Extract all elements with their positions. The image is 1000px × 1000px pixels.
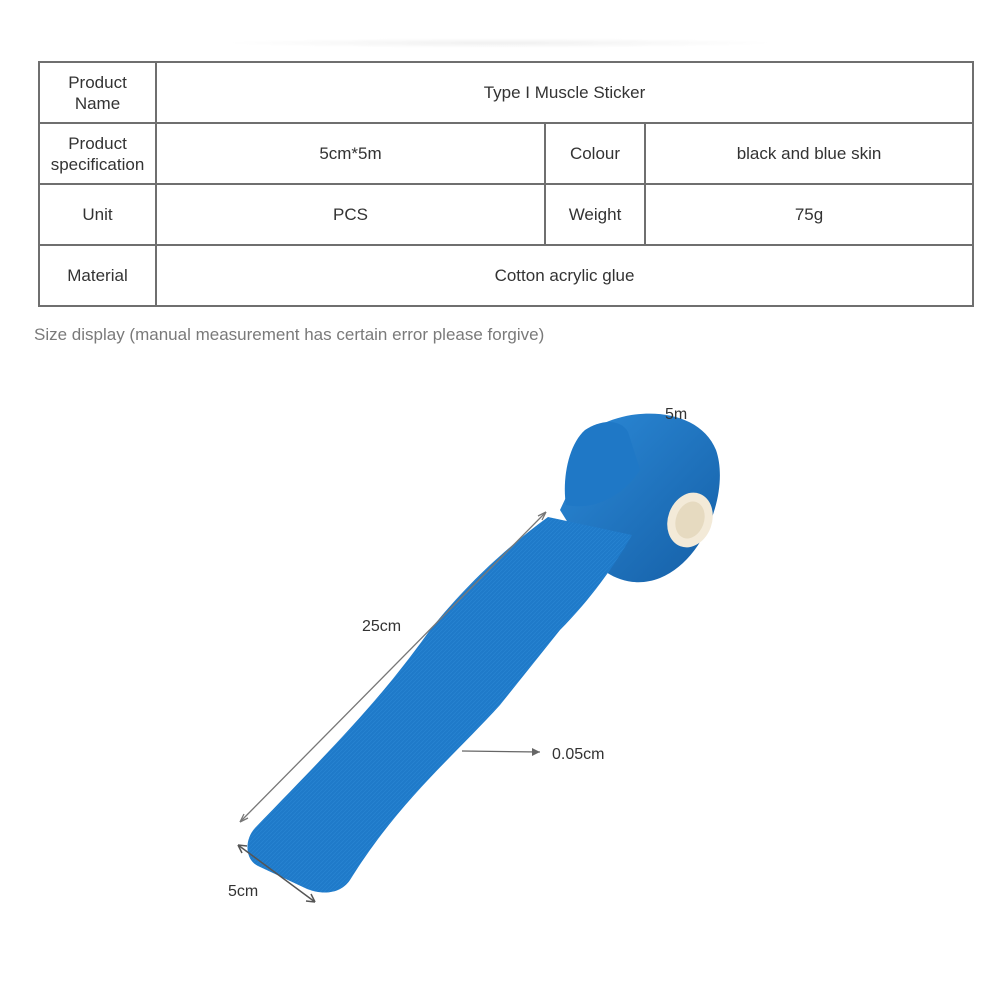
unit-label: Unit bbox=[39, 184, 156, 245]
product-specification-value: 5cm*5m bbox=[156, 123, 545, 184]
thickness-pointer-arrow bbox=[532, 748, 540, 756]
strip-width-label: 5cm bbox=[228, 883, 259, 900]
thickness-label: 0.05cm bbox=[552, 746, 605, 763]
tape-strip bbox=[247, 517, 632, 893]
product-name-label: Product Name bbox=[39, 62, 156, 123]
thickness-pointer-line bbox=[462, 751, 540, 752]
roll-length-label: 5m bbox=[665, 406, 688, 423]
product-specification-label: Product specification bbox=[39, 123, 156, 184]
material-value: Cotton acrylic glue bbox=[156, 245, 973, 306]
weight-label: Weight bbox=[545, 184, 645, 245]
material-label: Material bbox=[39, 245, 156, 306]
product-name-value: Type I Muscle Sticker bbox=[156, 62, 973, 123]
colour-label: Colour bbox=[545, 123, 645, 184]
strip-length-label: 25cm bbox=[362, 618, 402, 635]
unit-value: PCS bbox=[156, 184, 545, 245]
colour-value: black and blue skin bbox=[645, 123, 973, 184]
weight-value: 75g bbox=[645, 184, 973, 245]
size-display-caption: Size display (manual measurement has certain error please forgive) bbox=[34, 325, 545, 344]
